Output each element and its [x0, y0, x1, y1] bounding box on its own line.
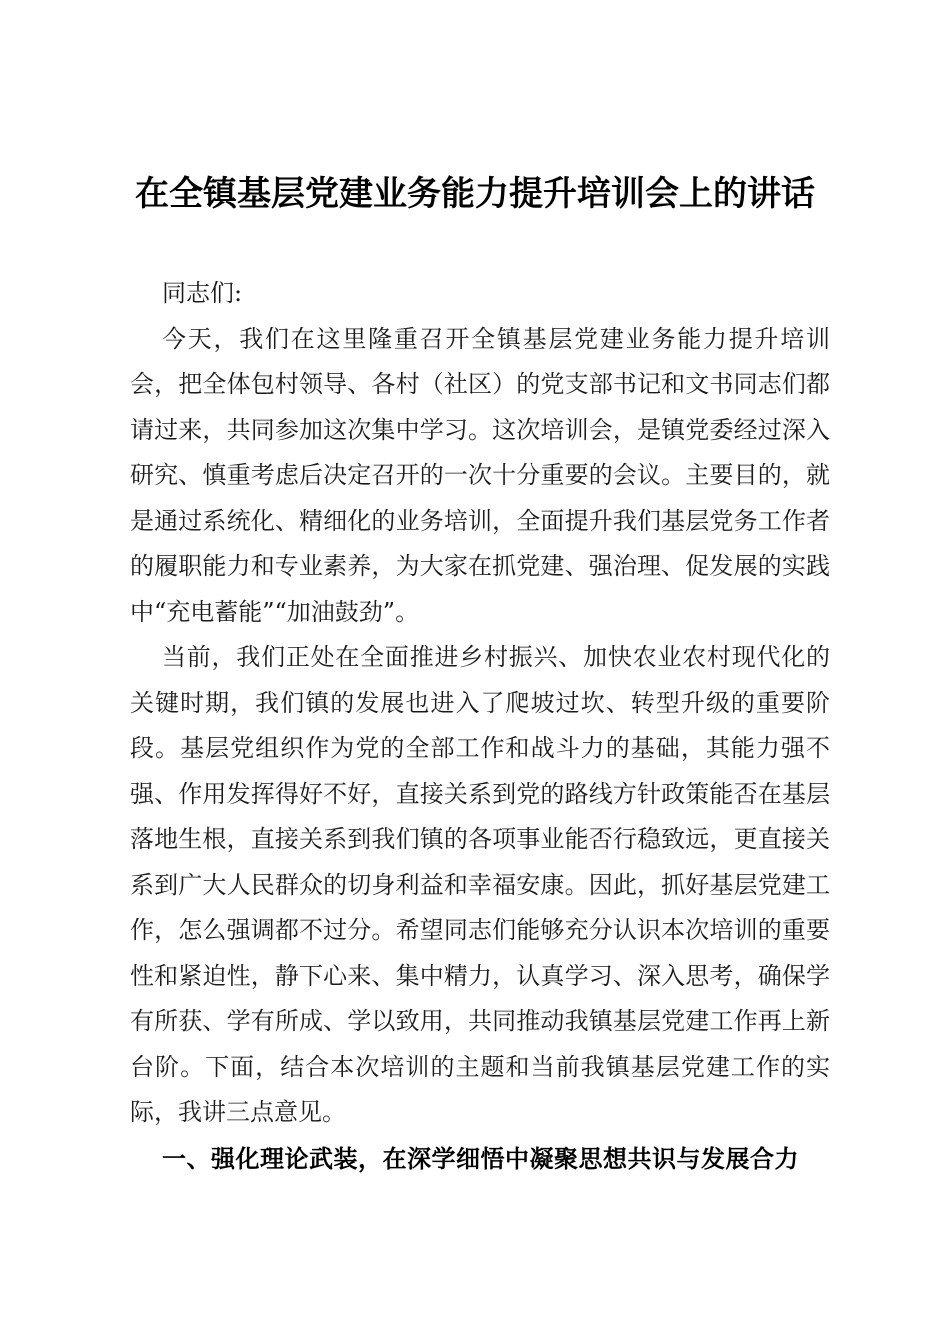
paragraph-context: 当前，我们正处在全面推进乡村振兴、加快农业农村现代化的关键时期，我们镇的发展也进入了爬坡过坎、转型升级的重要阶段。基层党组织作为党的全部工作和战斗力的基础，其能力强不强、作用发挥得好不好，直接关系到党的路线方针政策能否在基层落地生根，直接关系到我们镇的各项事业能否行稳致远，更直接关系到广大人民群众的切身利益和幸福安康。因此，抓好基层党建工作，怎么强调都不过分。希望同志们能够充分认识本次培训的重要性和紧迫性，静下心来、集中精力，认真学习、深入思考，确保学有所获、学有所成、学以致用，共同推动我镇基层党建工作再上新台阶。下面，结合本次培训的主题和当前我镇基层党建工作的实际，我讲三点意见。	[130, 643, 830, 1126]
section-heading-1: 一、强化理论武装，在深学细悟中凝聚思想共识与发展合力	[162, 1143, 799, 1173]
document-body	[130, 271, 830, 1181]
salutation: 同志们:	[162, 279, 243, 307]
document-title: 在全镇基层党建业务能力提升培训会上的讲话	[135, 174, 815, 214]
paragraph-opening: 今天，我们在这里隆重召开全镇基层党建业务能力提升培训会，把全体包村领导、各村（社区）的党支部书记和文书同志们都请过来，共同参加这次集中学习。这次培训会，是镇党委经过深入研究、慎重考虑后决定召开的一次十分重要的会议。主要目的，就是通过系统化、精细化的业务培训，全面提升我们基层党务工作者的履职能力和专业素养，为大家在抓党建、强治理、促发展的实践中“充电蓄能”“加油鼓劲”。	[130, 324, 830, 626]
